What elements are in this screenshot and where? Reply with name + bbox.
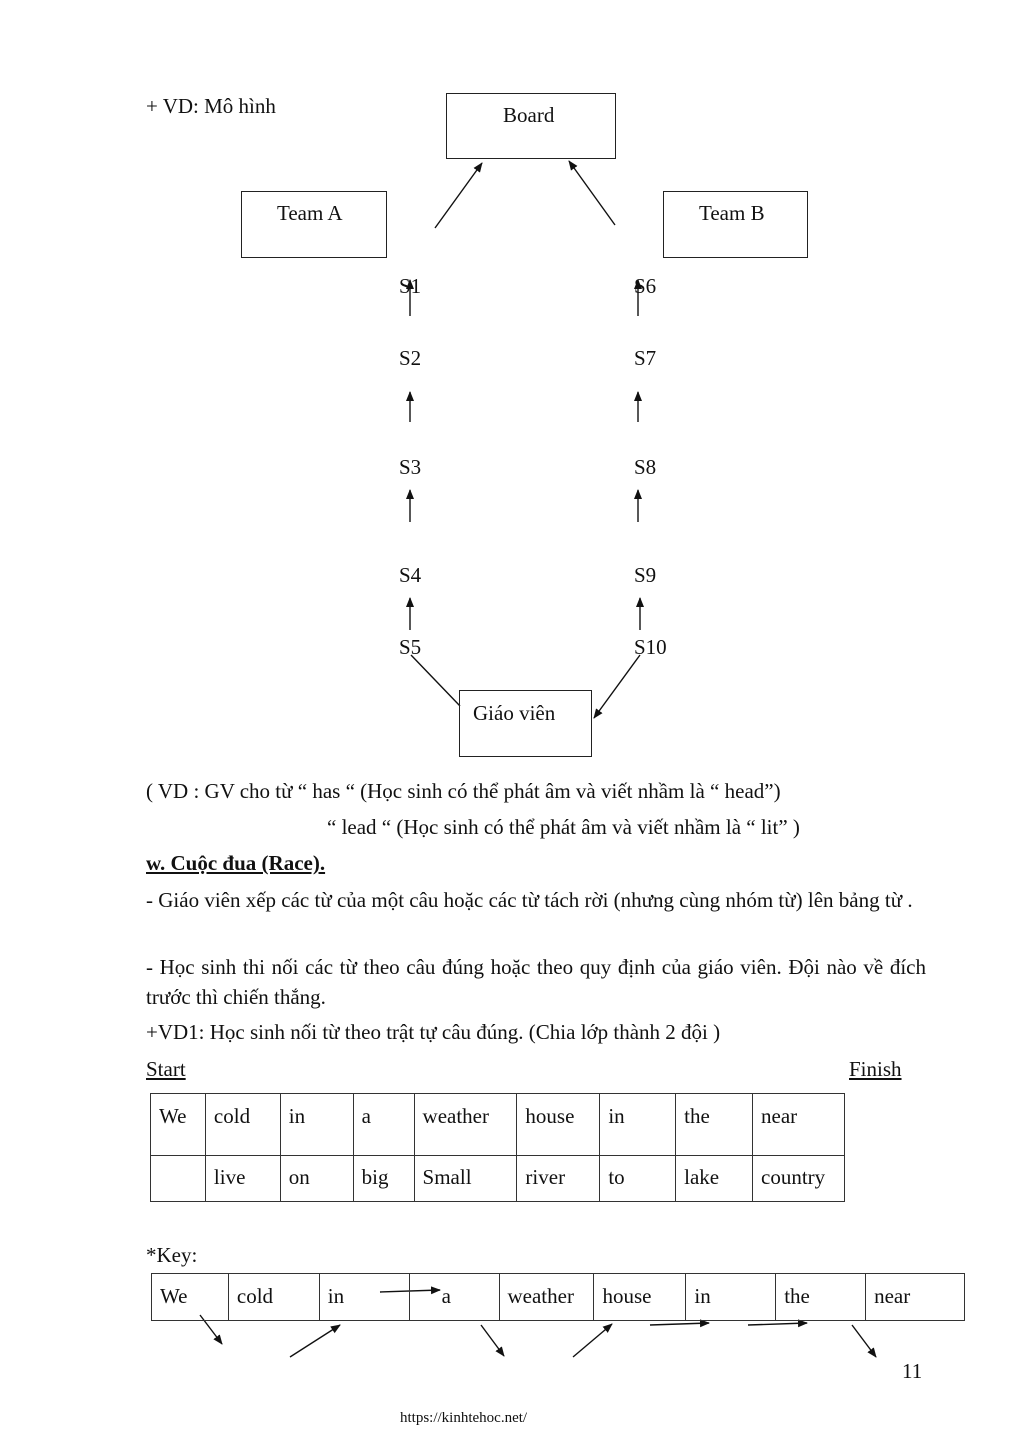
finish-label: Finish [849,1057,902,1081]
race-cell: country [753,1156,845,1202]
teacher-box [459,690,592,757]
race-cell: the [676,1094,753,1156]
student-s9: S9 [634,563,657,587]
race-cell: big [353,1156,414,1202]
student-s5: S5 [399,635,422,659]
key-cell: a [409,1274,499,1321]
team-a-label: Team A [277,201,343,225]
race-cell: near [753,1094,845,1156]
paragraph-1: - Giáo viên xếp các từ của một câu hoặc các từ tách rời (nhưng cùng nhóm từ) lên bảng từ . [146,888,913,912]
race-cell: river [517,1156,600,1202]
student-s6: S6 [634,274,657,298]
arrow-s10-to-teacher [594,655,640,718]
student-s7: S7 [634,346,657,370]
race-table [150,1093,845,1202]
race-table-row [151,1156,845,1202]
race-cell: live [205,1156,280,1202]
paragraph-2: - Học sinh thi nối các từ theo câu đúng hoặc theo quy định của giáo viên. Đội nào về đích trước thì chiến thắng. [146,955,926,1009]
arrow-to-board-left [435,163,482,228]
race-cell: in [600,1094,676,1156]
race-cell: weather [414,1094,517,1156]
key-table [151,1273,965,1321]
key-cell: near [866,1274,965,1321]
race-cell: house [517,1094,600,1156]
board-label: Board [503,103,555,127]
team-b-box [663,191,808,258]
student-s8: S8 [634,455,657,479]
race-cell: cold [205,1094,280,1156]
key-cell: house [594,1274,686,1321]
race-cell: Small [414,1156,517,1202]
example-line-1: ( VD : GV cho từ “ has “ (Học sinh có thể phát âm và viết nhầm là “ head”) [146,779,781,803]
start-label: Start [146,1057,186,1081]
key-cell: cold [228,1274,319,1321]
race-cell: on [280,1156,353,1202]
page-number: 11 [902,1359,923,1383]
intro-label: + VD: Mô hình [146,94,276,118]
key-cell: in [686,1274,776,1321]
race-cell: in [280,1094,353,1156]
key-cell: We [152,1274,229,1321]
board-box [446,93,616,159]
key-cell: the [776,1274,866,1321]
team-b-label: Team B [699,201,765,225]
student-s2: S2 [399,346,422,370]
example-line-2: “ lead “ (Học sinh có thể phát âm và viết nhầm là “ lit” ) [327,815,800,839]
student-s4: S4 [399,563,422,587]
key-table-row [152,1274,965,1321]
race-cell: to [600,1156,676,1202]
student-s10: S10 [634,635,667,659]
student-s1: S1 [399,274,422,298]
paragraph-3: +VD1: Học sinh nối từ theo trật tự câu đúng. (Chia lớp thành 2 đội ) [146,1020,721,1044]
student-s3: S3 [399,455,422,479]
race-cell [151,1156,206,1202]
footer-url: https://kinhtehoc.net/ [400,1410,528,1426]
teacher-label: Giáo viên [473,701,556,725]
key-cell: in [319,1274,409,1321]
line-s5-to-teacher [411,655,460,706]
team-a-box [241,191,387,258]
race-cell: lake [676,1156,753,1202]
race-table-row [151,1094,845,1156]
race-cell: We [151,1094,206,1156]
section-heading: w. Cuộc đua (Race). [146,851,326,875]
key-label: *Key: [146,1243,198,1267]
race-cell: a [353,1094,414,1156]
key-cell: weather [499,1274,594,1321]
arrow-to-board-right [569,161,615,225]
